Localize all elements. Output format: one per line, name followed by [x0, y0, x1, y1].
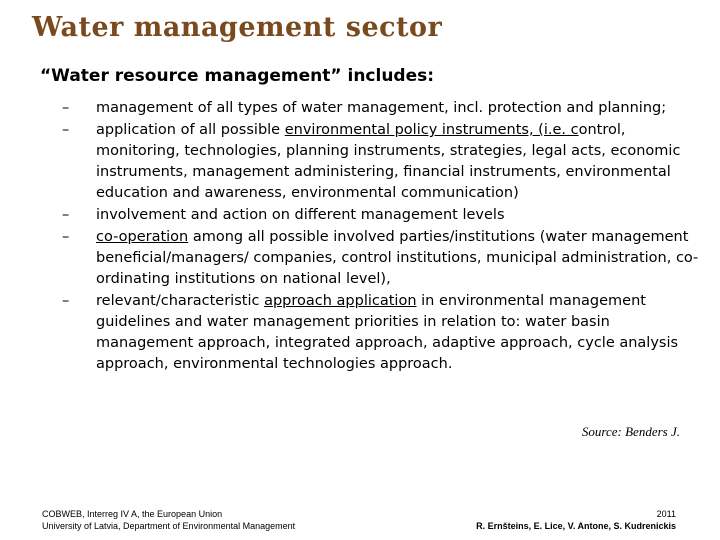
dash-bullet: –	[62, 207, 70, 223]
dash-bullet: –	[62, 293, 70, 309]
list-item-text: among all possible involved parties/institutions (water management beneficial/managers/ companies, control institutions, municipal administration, co-ordinating institutions on national level),	[96, 229, 699, 287]
slide-subtitle: “Water resource management” includes:	[40, 66, 435, 86]
list-item	[60, 205, 700, 226]
list-item-text: in environmental management guidelines and water management priorities in relation to: water basin management approach, integrated approach, adaptive approach, cycle analysis approach, environmental technologies approach.	[96, 293, 679, 372]
list-item-text: management of all types of water management, incl. protection and planning;	[96, 100, 667, 116]
footer-authors: R. Ernšteins, E. Lice, V. Antone, S. Kudrenickis	[476, 521, 676, 531]
bullet-list	[60, 98, 700, 376]
list-item	[60, 227, 700, 290]
list-item-text: ontrol, monitoring, technologies, planning instruments, strategies, legal acts, economic instruments, management administering, financial instruments, environmental education and awareness, environmental communication)	[96, 122, 681, 201]
dash-bullet: –	[62, 229, 70, 245]
footer-left	[42, 508, 295, 532]
footer-project: COBWEB, Interreg IV A, the European Union	[42, 509, 223, 519]
list-item	[60, 291, 700, 375]
list-item-text: relevant/characteristic	[96, 293, 265, 309]
footer-year: 2011	[656, 509, 676, 519]
slide-title: Water management sector	[32, 12, 443, 43]
dash-bullet: –	[62, 122, 70, 138]
list-item	[60, 120, 700, 204]
underlined-phrase: approach application	[264, 293, 417, 309]
underlined-phrase: environmental policy instruments, (i.e. c	[284, 122, 579, 138]
list-item-text: application of all possible	[96, 122, 285, 138]
list-item	[60, 98, 700, 119]
source-citation: Source: Benders J.	[581, 424, 680, 439]
list-item-text: involvement and action on different management levels	[96, 207, 505, 223]
underlined-phrase: co-operation	[96, 229, 189, 245]
dash-bullet: –	[62, 100, 70, 116]
footer-university: University of Latvia, Department of Environmental Management	[42, 521, 296, 531]
footer-right	[476, 508, 676, 532]
